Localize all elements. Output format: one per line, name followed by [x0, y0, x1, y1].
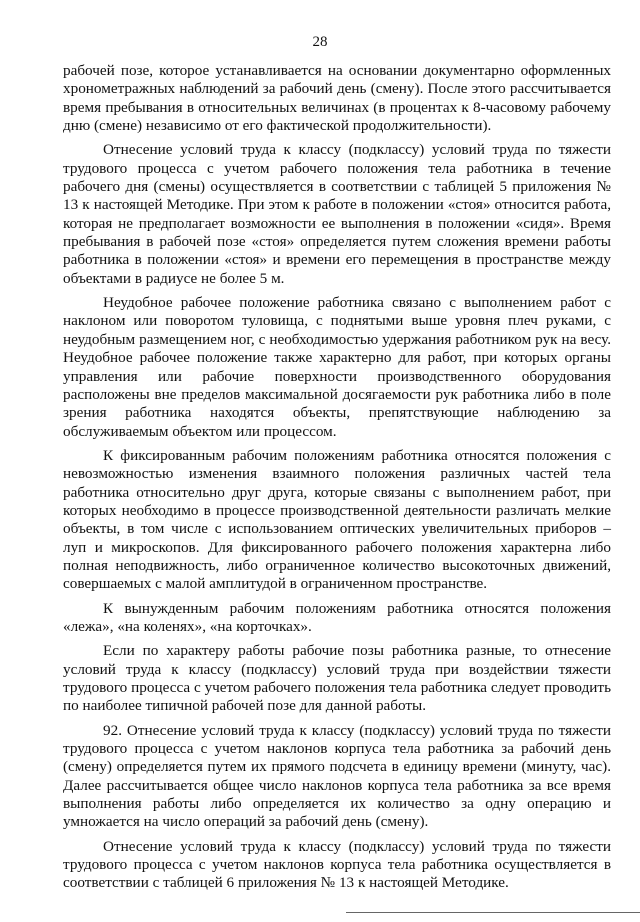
page-number: 28 [312, 34, 328, 50]
paragraph-fixed-position: К фиксированным рабочим положениям работника относятся положения с невозможностью изменения взаимного положения различных частей тела работника относительно друг друга, которые связаны с выполнением работ, при которых необходимо в процессе производственной деятельности различать мелкие объекты, в том числе с использованием оптических увеличительных приборов – луп и микроскопов. Для фиксированного рабочего положения характерна либо полная неподвижность, либо ограниченное количество высокоточных движений, совершаемых с малой амплитудой в ограниченном пространстве. [63, 446, 611, 593]
bottom-edge-line [346, 912, 640, 913]
paragraph-uncomfortable-position: Неудобное рабочее положение работника связано с выполнением работ с наклоном или поворотом туловища, с поднятыми выше уровня плеч руками, с неудобным размещением ног, с необходимостью удержания работником рук на весу. Неудобное рабочее положение также характерно для работ, при которых органы управления или рабочие поверхности производственного оборудования расположены вне пределов максимальной досягаемости рук работника либо в поле зрения работника находятся объекты, препятствующие наблюдению за обслуживаемым объектом или процессом. [63, 294, 611, 440]
paragraph-standing-position: Отнесение условий труда к классу (подклассу) условий труда по тяжести трудового процесса с учетом рабочего положения тела работника в течение рабочего дня (смены) осуществляется в соответствии с таблицей 5 приложения № 13 к настоящей Методике. При этом к работе в положении «стоя» относится работа, которая не предполагает возможности ее выполнения в положении «сидя». Время пребывания в рабочей позе «стоя» определяется путем сложения времени работы работника в положении «стоя» и времени его перемещения в пространстве между объектами в радиусе не более 5 м. [63, 141, 611, 287]
paragraph-forced-position: К вынужденным рабочим положениям работника относятся положения «лежа», «на коленях», «на корточках». [63, 599, 611, 635]
paragraph-item-92: 92. Отнесение условий труда к классу (подклассу) условий труда по тяжести трудового процесса с учетом наклонов корпуса тела работника за рабочий день (смену) определяется путем их прямого подсчета в единицу времени (минуту, час). Далее рассчитывается общее число наклонов корпуса тела работника за все время выполнения работы либо определяется их количество за одну операцию и умножается на число операций за рабочий день (смену). [63, 721, 611, 831]
document-body [63, 62, 611, 893]
paragraph-continuation: рабочей позе, которое устанавливается на основании документарно оформленных хронометражных наблюдений за рабочий день (смену). После этого рассчитывается время пребывания в относительных величинах (в процентах к 8-часовому рабочему дню (смене) независимо от его фактической продолжительности). [63, 62, 611, 135]
paragraph-table-6-reference: Отнесение условий труда к классу (подклассу) условий труда по тяжести трудового процесса с учетом наклонов корпуса тела работника осуществляется в соответствии с таблицей 6 приложения № 13 к настоящей Методике. [63, 837, 611, 892]
paragraph-different-postures: Если по характеру работы рабочие позы работника разные, то отнесение условий труда к классу (подклассу) условий труда при воздействии тяжести трудового процесса с учетом рабочего положения тела работника следует проводить по наиболее типичной рабочей позе для данной работы. [63, 642, 611, 715]
